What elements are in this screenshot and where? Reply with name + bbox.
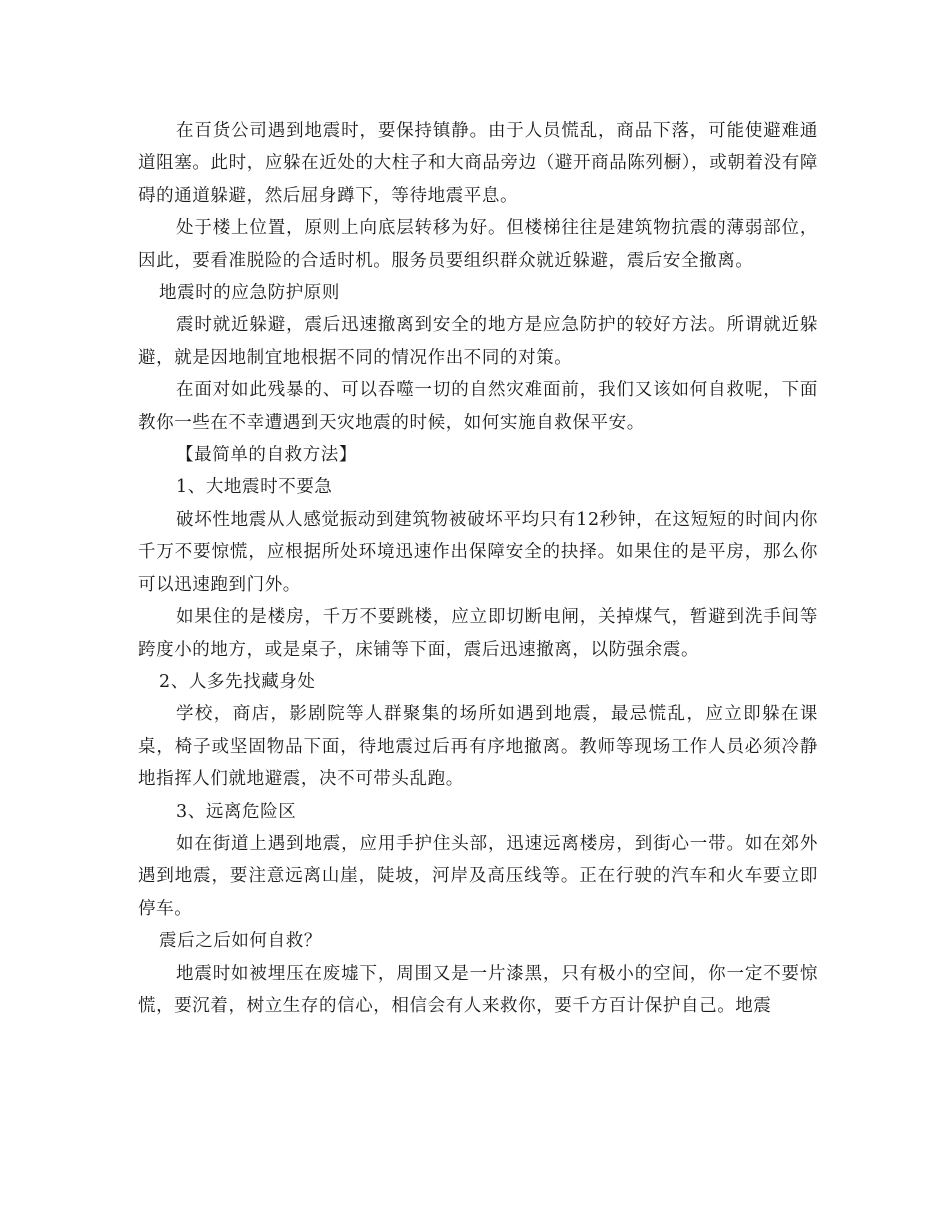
paragraph: 如果住的是楼房，千万不要跳楼，应立即切断电闸，关掉煤气，暂避到洗手间等跨度小的地方，或是桌子，床铺等下面，震后迅速撤离，以防强余震。 bbox=[138, 607, 818, 660]
section-heading: 震后之后如何自救？ bbox=[159, 931, 322, 952]
paragraph: 如在街道上遇到地震，应用手护住头部，迅速远离楼房，到街心一带。如在郊外遇到地震，要注意远离山崖，陡坡，河岸及高压线等。正在行驶的汽车和火车要立即停车。 bbox=[138, 833, 818, 919]
subsection-heading: 1、大地震时不要急 bbox=[176, 477, 333, 498]
paragraph: 破坏性地震从人感觉振动到建筑物被破坏平均只有12秒钟，在这短短的时间内你千万不要惊慌，应根据所处环境迅速作出保障安全的抉择。如果住的是平房，那么你可以迅速跑到门外。 bbox=[138, 509, 818, 595]
paragraph: 学校，商店，影剧院等人群聚集的场所如遇到地震，最忌慌乱，应立即躲在课桌，椅子或坚固物品下面，待地震过后再有序地撤离。教师等现场工作人员必须冷静地指挥人们就地避震，决不可带头乱跑。 bbox=[138, 704, 818, 790]
subsection-heading: 2、人多先找藏身处 bbox=[159, 671, 316, 692]
paragraph: 地震时如被埋压在废墟下，周围又是一片漆黑，只有极小的空间，你一定不要惊慌，要沉着，树立生存的信心，相信会有人来救你，要千方百计保护自己。地震 bbox=[138, 963, 818, 1016]
paragraph: 在百货公司遇到地震时，要保持镇静。由于人员慌乱，商品下落，可能使避难通道阻塞。此时，应躲在近处的大柱子和大商品旁边（避开商品陈列橱），或朝着没有障碍的通道躲避，然后屈身蹲下，等待地震平息。 bbox=[138, 121, 818, 206]
document-body bbox=[138, 115, 818, 1022]
paragraph: 在面对如此残暴的、可以吞噬一切的自然灾难面前，我们又该如何自救呢，下面教你一些在不幸遭遇到天灾地震的时候，如何实施自救保平安。 bbox=[138, 380, 818, 433]
paragraph: 处于楼上位置，原则上向底层转移为好。但楼梯往往是建筑物抗震的薄弱部位，因此，要看准脱险的合适时机。服务员要组织群众就近躲避，震后安全撤离。 bbox=[138, 218, 818, 271]
paragraph: 震时就近躲避，震后迅速撤离到安全的地方是应急防护的较好方法。所谓就近躲避，就是因地制宜地根据不同的情况作出不同的对策。 bbox=[138, 315, 818, 368]
section-heading: 地震时的应急防护原则 bbox=[159, 283, 340, 304]
subsection-heading: 3、远离危险区 bbox=[176, 801, 297, 822]
section-heading: 【最简单的自救方法】 bbox=[176, 445, 357, 466]
